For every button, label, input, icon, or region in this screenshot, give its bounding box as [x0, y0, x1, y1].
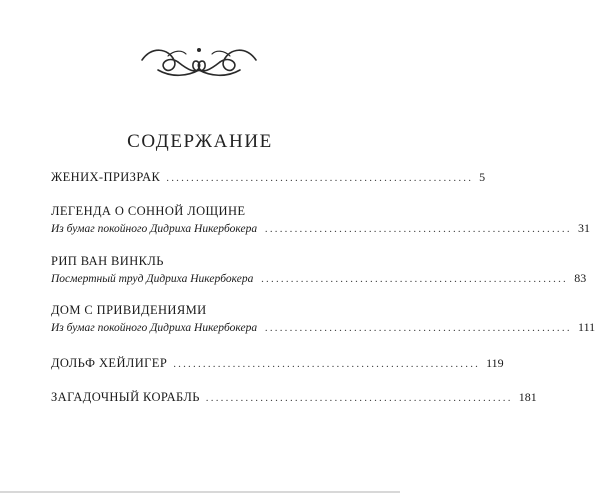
dot-leader: ..............................................................	[265, 223, 573, 235]
toc-entry-subtitle: Посмертный труд Дидриха Никербокера	[51, 273, 254, 285]
toc-entry[interactable]	[51, 170, 486, 186]
toc-entry[interactable]	[51, 303, 595, 336]
dot-leader: ..............................................................	[205, 392, 513, 404]
toc-entry-page: 5	[479, 170, 486, 184]
toc-entry-page: 119	[486, 356, 504, 370]
dot-leader: ..............................................................	[265, 322, 573, 334]
toc-entry[interactable]	[51, 254, 587, 287]
toc-entry-title: РИП ВАН ВИНКЛЬ	[51, 254, 164, 268]
page-title: СОДЕРЖАНИЕ	[127, 131, 273, 152]
toc-entry-page: 111	[578, 320, 595, 334]
dot-leader: ..............................................................	[173, 358, 481, 370]
toc-entry-title: ДОМ С ПРИВИДЕНИЯМИ	[51, 303, 207, 317]
toc-entry[interactable]	[51, 204, 591, 237]
dot-leader: ..............................................................	[261, 273, 569, 285]
toc-entry-page: 181	[518, 390, 537, 404]
flourish-icon	[138, 40, 260, 84]
toc-entry-subtitle: Из бумаг покойного Дидриха Никербокера	[51, 322, 258, 334]
dot-leader: ..............................................................	[166, 172, 474, 184]
toc-entry[interactable]	[51, 356, 504, 372]
toc-entry-page: 31	[578, 221, 591, 235]
toc-entry-page: 83	[574, 271, 587, 285]
toc-entry-title: ЗАГАДОЧНЫЙ КОРАБЛЬ	[51, 390, 200, 404]
toc-entry-subtitle: Из бумаг покойного Дидриха Никербокера	[51, 223, 258, 235]
toc-entry-title: ЛЕГЕНДА О СОННОЙ ЛОЩИНЕ	[51, 204, 246, 218]
toc-entry-title: ЖЕНИХ-ПРИЗРАК	[51, 170, 161, 184]
toc-entry[interactable]	[51, 390, 537, 406]
toc-entry-title: ДОЛЬФ ХЕЙЛИГЕР	[51, 356, 168, 370]
